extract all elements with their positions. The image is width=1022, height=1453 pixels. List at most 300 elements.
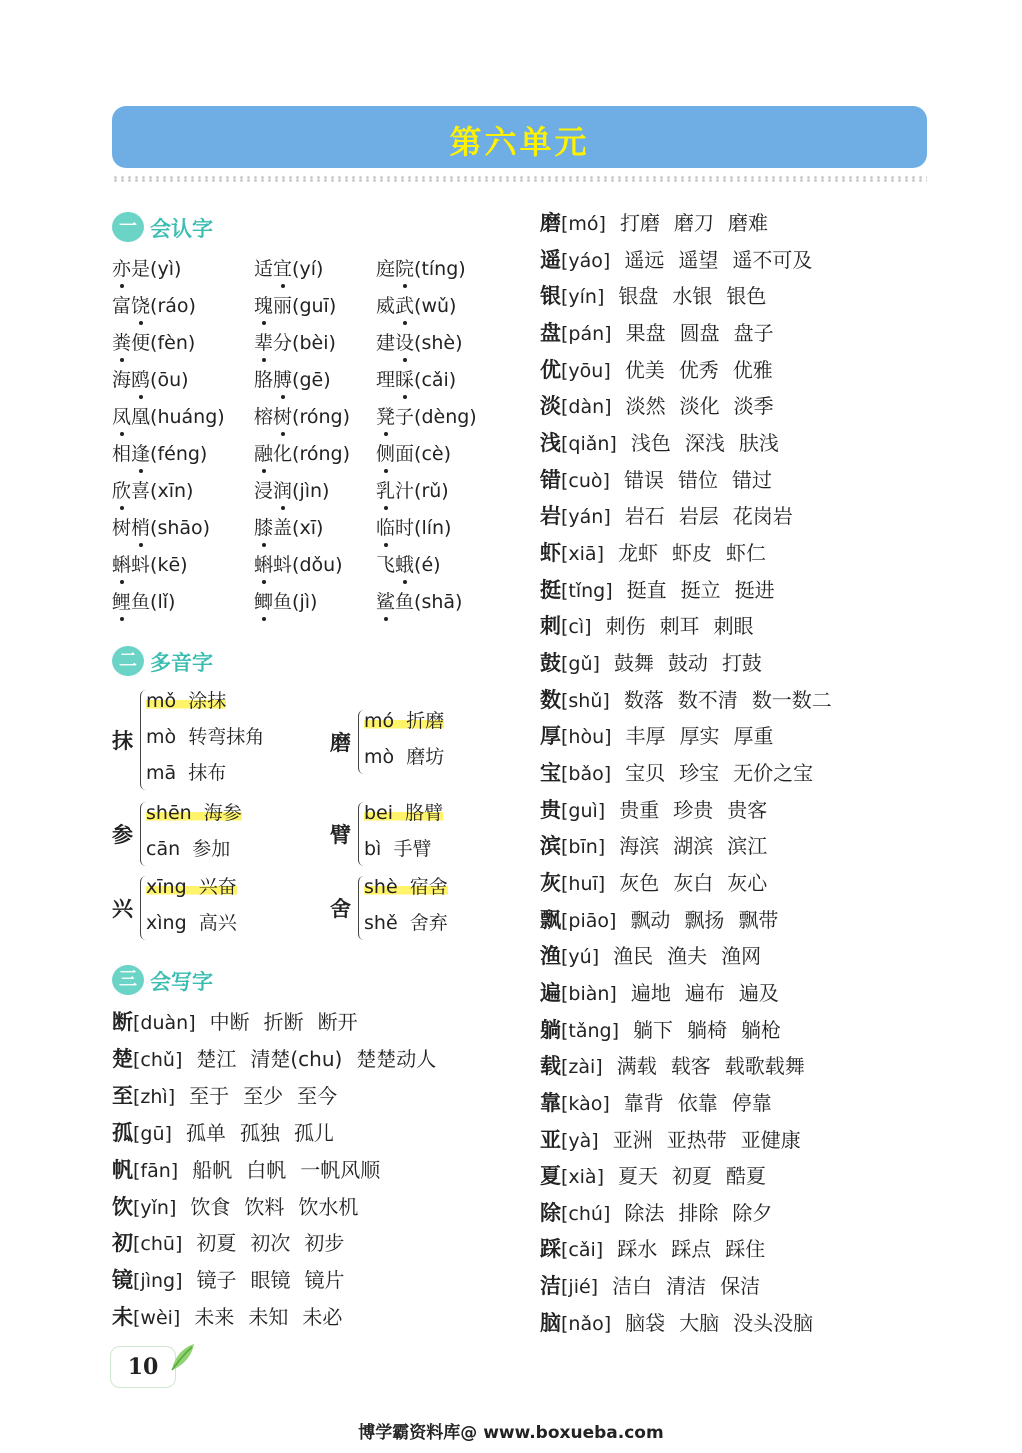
write-row (540, 574, 775, 604)
word-char: 适 (254, 258, 274, 280)
write-char: 浅 (540, 430, 561, 455)
pinyin: (guī) (292, 295, 337, 317)
example-word: 飘扬 (684, 907, 725, 932)
write-char: 鼓 (540, 650, 561, 675)
example-word: 初次 (250, 1231, 291, 1256)
pinyin: [yín] (561, 286, 605, 309)
write-row (540, 427, 779, 457)
polyphone-reading (146, 726, 264, 748)
word-char: 亦 (112, 258, 132, 280)
example-word: 清洁 (666, 1274, 707, 1299)
word-char: 临 (376, 517, 396, 539)
example-word: 飘动 (630, 907, 671, 932)
example-word: 眼镜 (250, 1268, 291, 1293)
example-word: 靠背 (623, 1090, 664, 1115)
unit-title: 第六单元 (449, 123, 590, 161)
example-word: 挺直 (626, 577, 667, 602)
polyphone-reading (364, 838, 431, 860)
section-title: 多音字 (150, 651, 213, 675)
write-row (540, 390, 774, 420)
pinyin: (jì) (292, 591, 318, 613)
example-word: 断开 (317, 1010, 358, 1034)
spacer (187, 876, 199, 898)
write-row (540, 867, 767, 897)
pinyin: (fèn) (150, 332, 196, 354)
example-word: 白帆 (246, 1157, 287, 1182)
example-word: 果盘 (625, 320, 666, 345)
example-word: 至今 (297, 1083, 338, 1108)
section-number-badge: 一 (112, 212, 144, 242)
pinyin: [yà] (561, 1129, 599, 1152)
pinyin: (dǒu) (292, 554, 343, 576)
write-char: 初 (112, 1231, 133, 1256)
word-char: 汁 (395, 480, 415, 502)
write-char: 虾 (540, 540, 561, 565)
polyphone-reading (146, 762, 226, 784)
write-row (112, 1191, 358, 1221)
pinyin: (cǎi) (414, 369, 457, 391)
pinyin: [yú] (561, 946, 600, 969)
spacer (192, 802, 204, 824)
recognize-word (376, 513, 451, 540)
dotted-divider (112, 176, 927, 182)
pinyin: (xī) (292, 517, 324, 539)
example-word: 数落 (623, 687, 664, 712)
word-char: 鸥 (131, 369, 151, 391)
recognize-word (254, 328, 336, 355)
word-char: 盖 (273, 517, 293, 539)
example-word: 兴奋 (198, 876, 237, 898)
example-word: 抹布 (188, 762, 227, 784)
polyphone-line (146, 872, 237, 899)
example-word: 飘带 (738, 907, 779, 932)
pinyin: mā (146, 762, 177, 784)
write-row (540, 244, 812, 274)
recognize-word (254, 402, 350, 429)
word-char: 树 (112, 517, 132, 539)
pinyin: (xīn) (150, 480, 194, 502)
word-char: 鱼 (395, 591, 415, 613)
pinyin: [tǐng] (561, 579, 613, 602)
pinyin: [yǐn] (133, 1196, 177, 1219)
pinyin: (shāo) (150, 517, 211, 539)
pinyin: [chǔ] (133, 1048, 183, 1071)
polyphone-char: 兴 (112, 897, 133, 921)
word-char: 丽 (273, 295, 293, 317)
pinyin: [yáo] (561, 249, 611, 272)
recognize-word (376, 476, 449, 503)
example-word: 挺立 (680, 577, 721, 602)
example-word: 遥望 (678, 247, 719, 272)
example-word: 遥远 (624, 247, 665, 272)
write-row (540, 1160, 766, 1190)
polyphone-line (146, 686, 226, 713)
recognize-word (254, 513, 323, 540)
write-char: 夏 (540, 1164, 561, 1189)
example-word: 肤浅 (738, 430, 779, 455)
example-word: 鼓舞 (613, 650, 654, 675)
example-word: 饮食 (190, 1194, 231, 1219)
word-char: 富 (112, 295, 132, 317)
word-char: 欣 (112, 480, 132, 502)
polyphone-reading (364, 876, 448, 898)
polyphone-line (364, 706, 444, 733)
pinyin: [shǔ] (561, 689, 610, 712)
write-char: 刺 (540, 614, 561, 639)
pinyin: xìng (146, 912, 187, 934)
recognize-word (376, 365, 456, 392)
recognize-word (112, 550, 188, 577)
write-char: 错 (540, 467, 561, 492)
word-char: 浸 (254, 480, 274, 502)
example-word: 磨坊 (406, 746, 445, 768)
write-char: 孤 (112, 1120, 133, 1145)
write-row (540, 207, 768, 237)
recognize-word (254, 254, 323, 281)
word-char: 瑰 (254, 295, 274, 317)
recognize-word (112, 439, 207, 466)
polyphone-reading (364, 710, 444, 732)
pinyin: [kào] (561, 1092, 610, 1115)
write-row (540, 940, 761, 970)
page-number: 10 (110, 1346, 176, 1388)
word-char: 鱼 (131, 591, 151, 613)
pinyin: (lín) (414, 517, 452, 539)
write-char: 躺 (540, 1017, 561, 1042)
pinyin: [chú] (561, 1202, 611, 1225)
example-word: 折磨 (406, 710, 445, 732)
example-word: 参加 (192, 838, 231, 860)
pinyin: mò (146, 726, 177, 748)
write-row (540, 1270, 760, 1300)
example-word: 饮料 (244, 1194, 285, 1219)
write-row (112, 1043, 436, 1073)
recognize-word (254, 476, 329, 503)
recognize-word (112, 328, 195, 355)
word-char: 武 (395, 295, 415, 317)
example-word: 优秀 (678, 357, 719, 382)
write-char: 磨 (540, 211, 561, 235)
example-word: 亚洲 (612, 1127, 653, 1152)
pinyin: mó (364, 710, 395, 732)
word-char: 时 (395, 517, 415, 539)
write-row (112, 1006, 358, 1036)
polyphone-char: 参 (112, 823, 133, 847)
example-word: 保洁 (720, 1274, 761, 1299)
section-number-badge: 三 (112, 965, 144, 995)
example-word: 贵客 (727, 797, 768, 822)
write-char: 洁 (540, 1274, 561, 1299)
example-word: 载客 (670, 1054, 711, 1079)
example-word: 至少 (243, 1083, 284, 1108)
write-char: 遍 (540, 980, 561, 1005)
write-row (540, 464, 772, 494)
word-char: 胳 (254, 369, 274, 391)
polyphone-line (146, 908, 237, 935)
pinyin: (tíng) (414, 258, 466, 280)
word-char: 鲫 (254, 591, 274, 613)
write-row (540, 354, 773, 384)
pinyin: [xiā] (561, 542, 604, 565)
write-char: 灰 (540, 870, 561, 895)
polyphone-char: 抹 (112, 729, 133, 753)
example-word: 清楚(chu) (250, 1046, 343, 1071)
write-char: 除 (540, 1200, 561, 1225)
pinyin: (ráo) (150, 295, 196, 317)
write-char: 盘 (540, 320, 561, 345)
example-word: 优美 (624, 357, 665, 382)
example-word: 孤单 (185, 1120, 226, 1145)
write-row (540, 1014, 781, 1044)
example-word: 虾皮 (672, 540, 712, 565)
word-char: 相 (112, 443, 132, 465)
example-word: 中断 (209, 1010, 250, 1034)
word-char: 融 (254, 443, 274, 465)
polyphone-reading (146, 802, 242, 824)
pinyin: [nǎo] (561, 1312, 612, 1335)
recognize-word (254, 439, 350, 466)
recognize-word (254, 365, 331, 392)
pinyin: (jìn) (292, 480, 330, 502)
word-char: 鱼 (273, 591, 293, 613)
word-char: 蚪 (273, 554, 293, 576)
write-char: 岩 (540, 504, 561, 529)
word-char: 凰 (131, 406, 151, 428)
pinyin: (róng) (292, 443, 350, 465)
example-word: 虾仁 (726, 540, 766, 565)
pinyin: mǒ (146, 690, 177, 712)
word-char: 润 (273, 480, 293, 502)
example-word: 饮水机 (298, 1194, 359, 1219)
pinyin: [bǎo] (561, 762, 612, 785)
polyphone-char: 舍 (330, 897, 351, 921)
polyphone-line (364, 872, 448, 899)
polyphone-line (146, 834, 230, 861)
example-word: 手臂 (393, 838, 432, 860)
pinyin: (yí) (292, 258, 324, 280)
example-word: 未必 (302, 1305, 343, 1330)
example-word: 深浅 (684, 430, 725, 455)
word-char: 凤 (112, 406, 132, 428)
example-word: 无价之宝 (733, 760, 814, 785)
write-char: 饮 (112, 1194, 133, 1219)
pinyin: shēn (146, 802, 192, 824)
write-row (540, 1124, 801, 1154)
polyphone-reading (146, 690, 226, 712)
example-word: 转弯抹角 (188, 726, 265, 748)
example-word: 高兴 (198, 912, 237, 934)
example-word: 宝贝 (625, 760, 666, 785)
example-word: 刺眼 (713, 614, 754, 639)
polyphone-reading (364, 802, 443, 824)
write-char: 宝 (540, 760, 561, 785)
example-word: 海滨 (619, 834, 660, 859)
spacer (381, 838, 393, 860)
word-char: 分 (273, 332, 293, 354)
recognize-word (376, 291, 456, 318)
write-char: 银 (540, 284, 561, 309)
example-word: 滨江 (727, 834, 768, 859)
spacer (176, 690, 188, 712)
word-char: 便 (131, 332, 151, 354)
example-word: 遍地 (630, 980, 671, 1005)
pinyin: (féng) (150, 443, 208, 465)
write-row (540, 610, 754, 640)
section-title: 会写字 (150, 970, 213, 994)
write-row (540, 647, 762, 677)
polyphone-char: 磨 (330, 731, 351, 755)
write-char: 贵 (540, 797, 561, 822)
pinyin: (bèi) (292, 332, 336, 354)
polyphone-line (146, 722, 264, 749)
pinyin: (ōu) (150, 369, 189, 391)
pinyin: cān (146, 838, 181, 860)
example-word: 磨难 (727, 211, 768, 235)
pinyin: [cǎi] (561, 1239, 604, 1262)
word-char: 飞 (376, 554, 396, 576)
polyphone-line (364, 834, 431, 861)
pinyin: (shā) (414, 591, 463, 613)
example-word: 酷夏 (726, 1164, 766, 1189)
example-word: 未知 (248, 1305, 289, 1330)
pinyin: (yì) (150, 258, 182, 280)
word-char: 树 (273, 406, 293, 428)
write-row (540, 1307, 813, 1337)
pinyin: [fān] (133, 1159, 179, 1182)
example-word: 初步 (304, 1231, 345, 1256)
recognize-word (376, 439, 451, 466)
pinyin: [mó] (561, 213, 606, 235)
write-char: 厚 (540, 724, 561, 749)
word-char: 鲨 (376, 591, 396, 613)
word-char: 建 (376, 332, 396, 354)
write-row (540, 500, 793, 530)
recognize-word (254, 291, 336, 318)
pinyin: [tǎng] (561, 1019, 620, 1042)
example-word: 刺耳 (659, 614, 700, 639)
pinyin: [zhì] (133, 1085, 176, 1108)
example-word: 岩石 (624, 504, 665, 529)
example-word: 楚楚动人 (356, 1046, 437, 1071)
word-char: 凳 (376, 406, 396, 428)
example-word: 脑袋 (625, 1310, 666, 1335)
spacer (398, 876, 410, 898)
example-word: 优雅 (732, 357, 773, 382)
pinyin: [dàn] (561, 396, 612, 419)
example-word: 未来 (194, 1305, 235, 1330)
section-title: 会认字 (150, 217, 213, 241)
pinyin: [chū] (133, 1233, 183, 1256)
recognize-word (112, 254, 181, 281)
word-char: 喜 (131, 480, 151, 502)
pinyin: (róng) (292, 406, 350, 428)
example-word: 亚热带 (666, 1127, 727, 1152)
pinyin: bei (364, 802, 394, 824)
example-word: 厚实 (679, 724, 720, 749)
polyphone-line (146, 798, 242, 825)
spacer (180, 838, 192, 860)
write-row (112, 1117, 334, 1147)
write-row (540, 757, 813, 787)
example-word: 一帆风顺 (300, 1157, 381, 1182)
example-word: 丰厚 (625, 724, 666, 749)
example-word: 踩水 (617, 1237, 658, 1262)
word-char: 乳 (376, 480, 396, 502)
polyphone-reading (146, 876, 237, 898)
pinyin: [hòu] (561, 726, 612, 749)
polyphone-reading (364, 746, 444, 768)
write-char: 飘 (540, 907, 561, 932)
word-char: 睬 (395, 369, 415, 391)
pinyin: [zài] (561, 1056, 603, 1079)
write-row (112, 1264, 345, 1294)
example-word: 打磨 (619, 211, 660, 235)
example-word: 没头没脑 (733, 1310, 814, 1335)
example-word: 灰白 (673, 870, 714, 895)
example-word: 刺伤 (605, 614, 646, 639)
recognize-word (376, 402, 477, 429)
example-word: 海参 (203, 802, 242, 824)
recognize-word (376, 254, 466, 281)
example-word: 水银 (672, 284, 713, 309)
write-row (112, 1154, 380, 1184)
pinyin: [cuò] (561, 469, 610, 492)
pinyin: [pán] (561, 322, 612, 345)
word-char: 鲤 (112, 591, 132, 613)
example-word: 舍弃 (409, 912, 448, 934)
example-word: 数不清 (677, 687, 738, 712)
word-char: 蛾 (395, 554, 415, 576)
word-char: 辈 (254, 332, 274, 354)
write-row (540, 1050, 805, 1080)
polyphone-reading (146, 838, 230, 860)
pinyin: (cè) (414, 443, 451, 465)
write-row (112, 1301, 342, 1331)
pinyin: [piāo] (561, 909, 617, 932)
example-word: 龙虾 (618, 540, 658, 565)
pinyin: (kē) (150, 554, 188, 576)
example-word: 厚重 (733, 724, 774, 749)
write-row (540, 1087, 772, 1117)
example-word: 遍及 (738, 980, 779, 1005)
recognize-word (376, 587, 462, 614)
example-word: 亚健康 (740, 1127, 801, 1152)
write-char: 靠 (540, 1090, 561, 1115)
example-word: 初夏 (672, 1164, 712, 1189)
pinyin: [duàn] (133, 1012, 196, 1034)
word-char: 威 (376, 295, 396, 317)
write-row (540, 720, 774, 750)
write-char: 镜 (112, 1268, 133, 1293)
write-char: 未 (112, 1305, 133, 1330)
example-word: 依靠 (677, 1090, 718, 1115)
pinyin: shě (364, 912, 398, 934)
pinyin: [huī] (561, 872, 606, 895)
write-row (540, 1197, 772, 1227)
example-word: 洁白 (612, 1274, 653, 1299)
polyphone-char: 臂 (330, 823, 351, 847)
pinyin: (wǔ) (414, 295, 457, 317)
example-word: 躺枪 (741, 1017, 782, 1042)
example-word: 除夕 (732, 1200, 773, 1225)
recognize-word (112, 402, 225, 429)
example-word: 银色 (726, 284, 767, 309)
write-char: 挺 (540, 577, 561, 602)
write-char: 数 (540, 687, 561, 712)
pinyin: [wèi] (133, 1307, 181, 1330)
example-word: 大脑 (679, 1310, 720, 1335)
word-char: 蚪 (131, 554, 151, 576)
